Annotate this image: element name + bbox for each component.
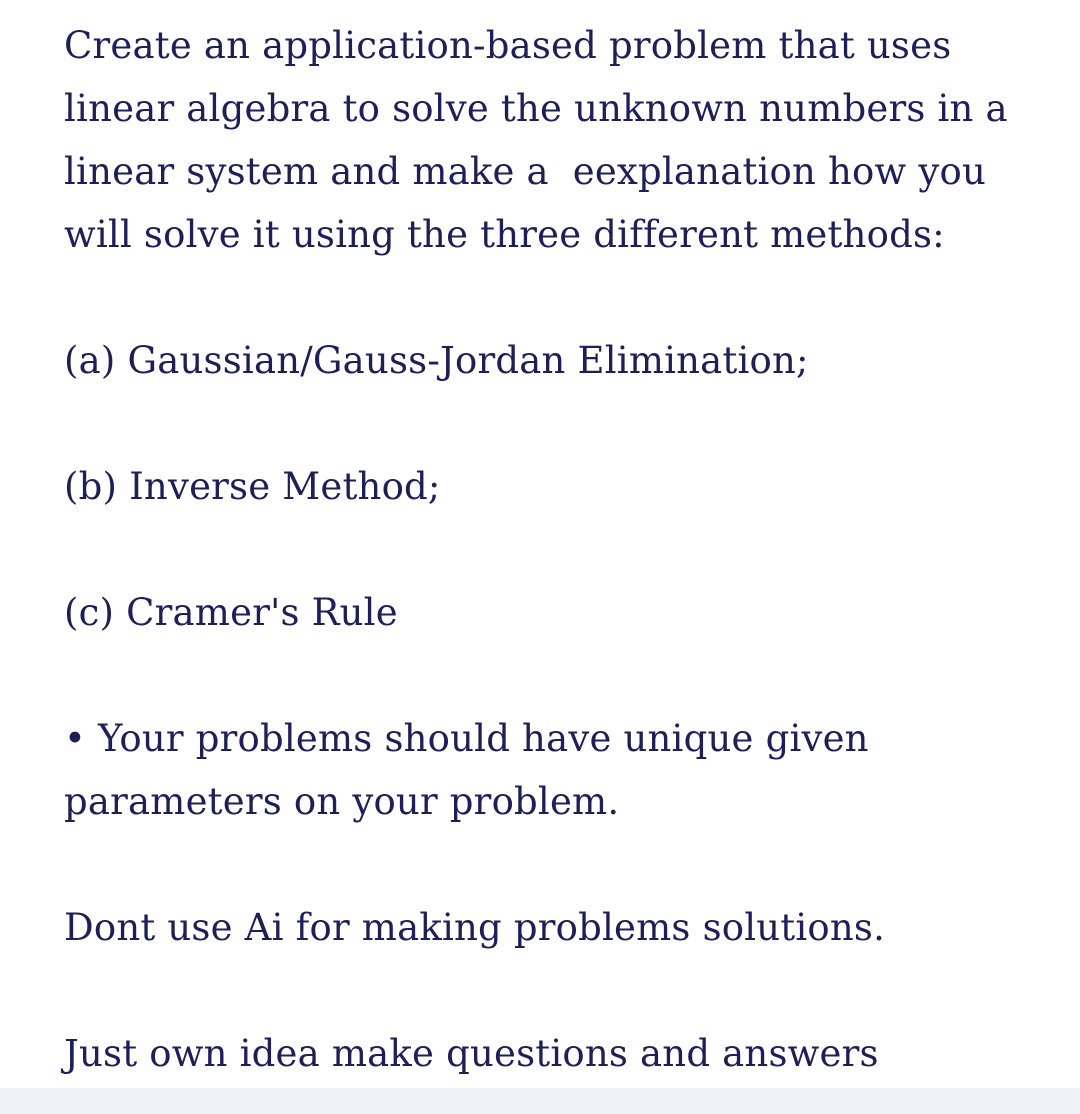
method-b: (b) Inverse Method;: [64, 465, 441, 508]
question-body: [64, 14, 1024, 1085]
note-own-idea: Just own idea make questions and answers: [64, 1032, 879, 1075]
bottom-bar: [0, 1088, 1080, 1114]
method-a: (a) Gaussian/Gauss-Jordan Elimination;: [64, 339, 809, 382]
bullet-unique-parameters: • Your problems should have unique given parameters on your problem.: [64, 717, 881, 823]
note-no-ai: Dont use Ai for making problems solutions.: [64, 906, 886, 949]
method-c: (c) Cramer's Rule: [64, 591, 398, 634]
question-intro: Create an application-based problem that uses linear algebra to solve the unknown numbers in a linear system and make a eexplanation how you will solve it using the three different methods:: [64, 24, 1020, 256]
